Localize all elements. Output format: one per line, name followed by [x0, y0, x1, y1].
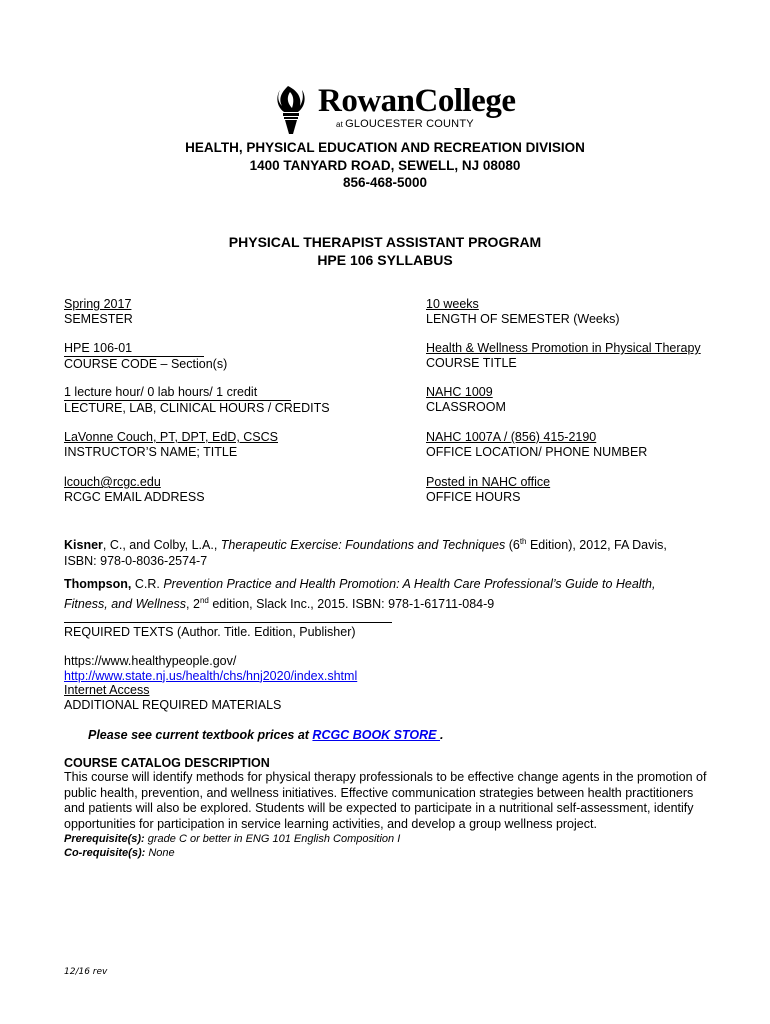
- ref1-author: Kisner: [64, 538, 103, 553]
- course-code-label: COURSE CODE – Section(s): [64, 357, 228, 371]
- ref2-pre: C.R.: [131, 577, 164, 591]
- semester-label: SEMESTER: [64, 312, 133, 326]
- additional-materials-block: [64, 654, 357, 712]
- healthypeople-url[interactable]: https://www.healthypeople.gov/: [64, 654, 237, 668]
- course-code-block: [64, 341, 227, 372]
- course-code-value: HPE 106-01: [64, 341, 204, 357]
- additional-materials-label: ADDITIONAL REQUIRED MATERIALS: [64, 697, 282, 712]
- ref2-mid: , 2: [186, 596, 200, 611]
- hours-label: LECTURE, LAB, CLINICAL HOURS / CREDITS: [64, 401, 330, 415]
- ref2-title: Prevention Practice and Health Promotion: A Health Care Professional’s Guide to Health,: [163, 577, 656, 591]
- ref1-title: Therapeutic Exercise: Foundations and Techniques: [220, 538, 506, 553]
- office-hours-value: Posted in NAHC office: [426, 475, 551, 489]
- coreq-value: None: [145, 847, 175, 859]
- email-block: [64, 475, 205, 505]
- length-value: 10 weeks: [426, 297, 479, 311]
- required-texts-label: REQUIRED TEXTS (Author. Title. Edition, Publisher): [64, 625, 356, 639]
- ref2-title-cont: Fitness, and Wellness: [64, 596, 187, 611]
- coreq-label: Co-requisite(s):: [64, 847, 146, 859]
- prereq-value: grade C or better in ENG 101 English Composition I: [144, 833, 401, 845]
- program-title: PHYSICAL THERAPIST ASSISTANT PROGRAM: [228, 234, 542, 250]
- division-phone: 856-468-5000: [342, 175, 428, 190]
- instructor-value: LaVonne Couch, PT, DPT, EdD, CSCS: [64, 430, 278, 444]
- syllabus-title: HPE 106 SYLLABUS: [317, 252, 453, 268]
- textbook-price-notice: [88, 728, 443, 742]
- office-block: [426, 430, 647, 460]
- logo-subtitle: [336, 118, 474, 130]
- course-title-value: Health & Wellness Promotion in Physical Therapy: [426, 341, 701, 355]
- division-name: HEALTH, PHYSICAL EDUCATION AND RECREATION DIVISION: [185, 140, 585, 155]
- ref1-sup: th: [519, 537, 527, 546]
- prereq-label: Prerequisite(s):: [64, 833, 145, 845]
- classroom-value: NAHC 1009: [426, 385, 493, 399]
- office-value: NAHC 1007A / (856) 415-2190: [426, 430, 597, 444]
- hours-value: 1 lecture hour/ 0 lab hours/ 1 credit: [64, 385, 291, 401]
- notice-text: Please see current textbook prices at: [88, 728, 313, 742]
- length-label: LENGTH OF SEMESTER (Weeks): [426, 312, 620, 326]
- instructor-label: INSTRUCTOR’S NAME; TITLE: [64, 445, 238, 459]
- required-text-2: [64, 577, 714, 612]
- notice-period: .: [439, 728, 444, 742]
- logo-at: at: [336, 120, 344, 129]
- classroom-block: [426, 385, 506, 415]
- bookstore-link[interactable]: RCGC BOOK STORE: [312, 728, 440, 742]
- office-hours-block: [426, 475, 550, 505]
- office-hours-label: OFFICE HOURS: [426, 490, 521, 504]
- semester-block: [64, 297, 133, 327]
- required-text-1: [64, 534, 714, 569]
- email-value[interactable]: lcouch@rcgc.edu: [64, 475, 161, 489]
- revision-note: 12/16 rev: [64, 967, 108, 977]
- nj-health-link[interactable]: http://www.state.nj.us/health/chs/hnj2020/index.shtml: [64, 668, 358, 683]
- ref2-sup: nd: [199, 595, 209, 605]
- course-title-label: COURSE TITLE: [426, 356, 517, 370]
- course-title-block: [426, 341, 701, 371]
- logo-wordmark: RowanCollege: [318, 83, 516, 119]
- logo-county: GLOUCESTER COUNTY: [345, 118, 474, 130]
- catalog-description: This course will identify methods for physical therapy professionals to be effective change agents in the promotion of public health, prevention, and wellness initiatives. Effective communication strategies between health practitioners and patients will also be explored. Students will be expected to participate in a nutritional self-assessment, identify opportunities for participation in service learning activities, and develop a group wellness project.: [64, 770, 707, 831]
- ref1-mid: (6: [505, 538, 520, 553]
- ref2-post: edition, Slack Inc., 2015. ISBN: 978-1-61711-084-9: [208, 596, 495, 611]
- ref1-pre: , C., and Colby, L.A.,: [102, 538, 221, 553]
- catalog-heading: COURSE CATALOG DESCRIPTION: [64, 756, 270, 770]
- semester-value: Spring 2017: [64, 297, 132, 311]
- division-address: 1400 TANYARD ROAD, SEWELL, NJ 08080: [249, 158, 521, 173]
- office-label: OFFICE LOCATION/ PHONE NUMBER: [426, 445, 648, 459]
- prerequisite-line: [64, 833, 400, 845]
- hours-block: [64, 385, 330, 416]
- classroom-label: CLASSROOM: [426, 400, 506, 414]
- corequisite-line: [64, 847, 175, 859]
- ref2-author: Thompson,: [64, 577, 132, 591]
- email-label: RCGC EMAIL ADDRESS: [64, 490, 205, 504]
- required-texts-rule: [64, 622, 392, 623]
- instructor-block: [64, 430, 278, 460]
- length-block: [426, 297, 620, 327]
- ref1-isbn: ISBN: 978-0-8036-2574-7: [64, 553, 208, 568]
- ref1-post: Edition), 2012, FA Davis,: [526, 538, 667, 553]
- internet-access: Internet Access: [64, 683, 150, 697]
